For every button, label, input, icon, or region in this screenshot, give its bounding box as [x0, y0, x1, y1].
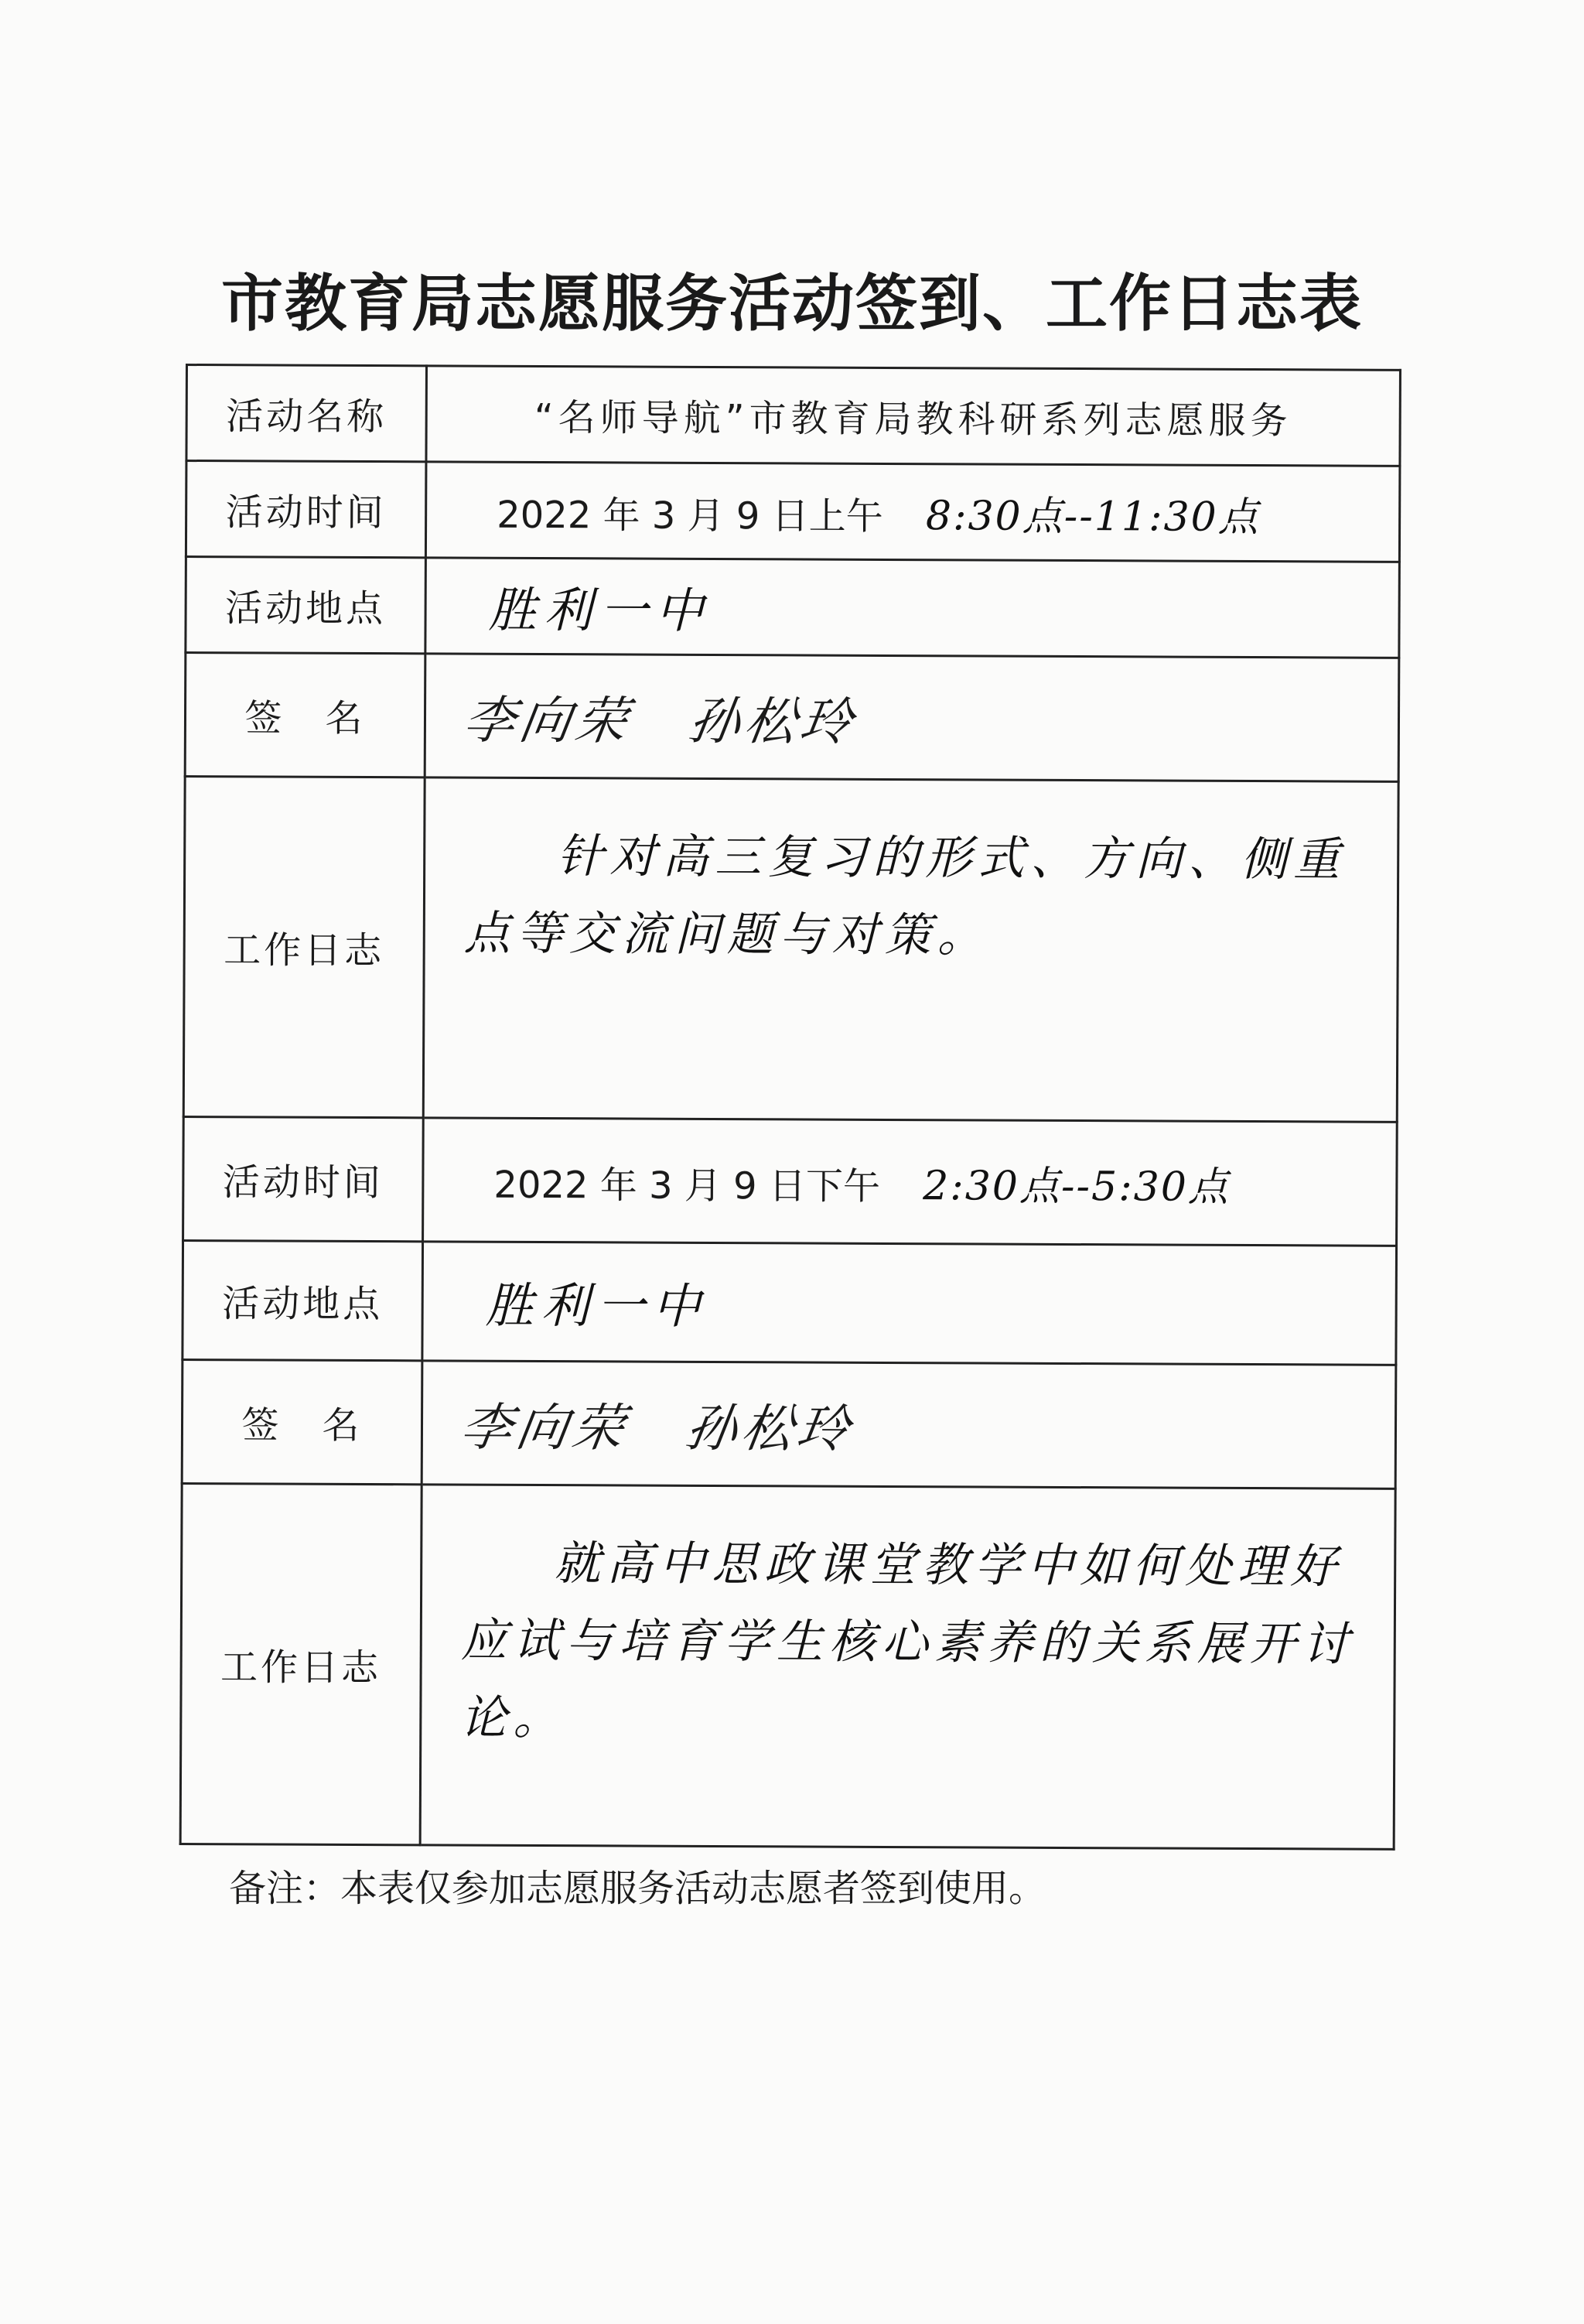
afternoon-signature-1: 李向荣 [456, 1397, 633, 1458]
morning-place-label: 活动地点 [186, 557, 426, 654]
row-afternoon-place [183, 1240, 1397, 1365]
row-morning-time [186, 461, 1400, 562]
activity-name-value: “名师导航”市教育局教科研系列志愿服务 [426, 366, 1401, 466]
form-title: 市教育局志愿服务活动签到、工作日志表 [221, 268, 1363, 340]
morning-signature-2: 孙松玲 [684, 691, 861, 752]
row-afternoon-time [183, 1116, 1398, 1246]
afternoon-signature-label: 签 名 [182, 1359, 422, 1484]
morning-date: 2022 年 3 月 9 日上午 [497, 493, 883, 538]
row-morning-place [186, 557, 1400, 658]
row-morning-log [183, 777, 1398, 1123]
afternoon-log-value: 就高中思政课堂教学中如何处理好应试与培育学生核心素养的关系展开讨论。 [420, 1485, 1395, 1849]
afternoon-time-value [423, 1118, 1398, 1246]
row-afternoon-log [180, 1483, 1395, 1849]
morning-time-range: 8:30点--11:30点 [925, 493, 1260, 542]
afternoon-time-label: 活动时间 [183, 1116, 424, 1241]
afternoon-time-range: 2:30点--5:30点 [923, 1163, 1230, 1211]
morning-log-value: 针对高三复习的形式、方向、侧重点等交流问题与对策。 [423, 778, 1398, 1122]
morning-signature-1: 李向荣 [459, 690, 636, 751]
morning-signature-value [425, 654, 1399, 781]
afternoon-date: 2022 年 3 月 9 日下午 [493, 1163, 881, 1208]
afternoon-signature-value [422, 1361, 1396, 1488]
row-afternoon-signature [182, 1359, 1396, 1488]
activity-name-label: 活动名称 [186, 365, 427, 462]
afternoon-signature-2: 孙松玲 [681, 1398, 858, 1459]
afternoon-log-label: 工作日志 [180, 1483, 422, 1844]
signin-log-table [179, 364, 1401, 1851]
afternoon-place-value: 胜利一中 [422, 1242, 1397, 1365]
row-activity-name [186, 365, 1401, 467]
morning-time-value [425, 462, 1400, 562]
morning-log-label: 工作日志 [183, 777, 425, 1118]
afternoon-place-label: 活动地点 [183, 1240, 423, 1360]
morning-time-label: 活动时间 [186, 461, 426, 558]
footnote: 备注：本表仅参加志愿服务活动志愿者签到使用。 [229, 1867, 1046, 1910]
morning-place-value: 胜利一中 [425, 558, 1400, 658]
row-morning-signature [185, 653, 1399, 782]
morning-signature-label: 签 名 [185, 653, 425, 778]
